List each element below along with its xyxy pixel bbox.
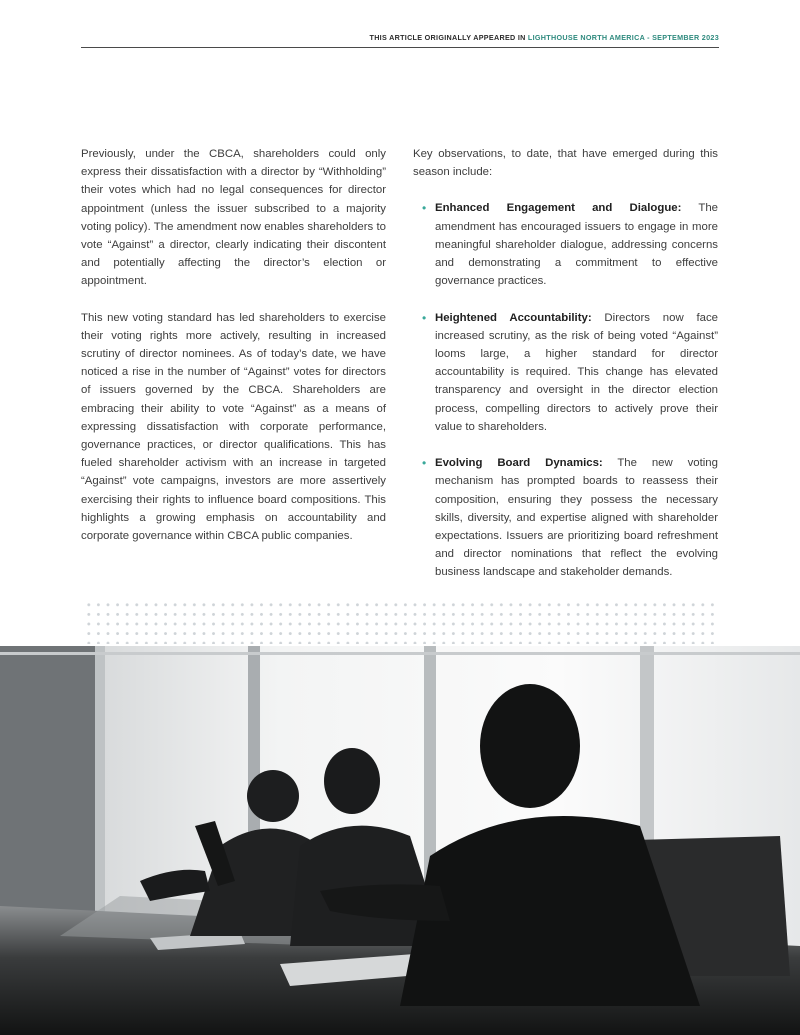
boardroom-silhouette-icon — [0, 646, 800, 1035]
observations-list — [413, 199, 718, 581]
list-item — [413, 199, 718, 290]
bullet-dot-icon: • — [422, 456, 427, 471]
observations-intro: Key observations, to date, that have emerged during this season include: — [413, 148, 718, 179]
header-prefix: THIS ARTICLE ORIGINALLY APPEARED IN — [369, 33, 528, 42]
bullet-dot-icon: • — [422, 201, 427, 216]
paragraph-withholding: Previously, under the CBCA, shareholders could only express their dissatisfaction with a director by “Withholding” their votes which had no legal consequences for director appointment (unless the issuer subscribed to a majority voting policy). The amendment now enables shareholders to vote “Against” a director, clearly indicating their discontent and potentially affecting the director’s election or appointment. — [81, 148, 386, 288]
list-item — [413, 309, 718, 436]
paragraph-voting-standard: This new voting standard has led shareholders to exercise their voting rights more actively, resulting in increased scrutiny of director nominees. As of today’s date, we have noticed a rise in the number of “Against” votes for directors of issuers governed by the CBCA. Shareholders are embracing their ability to vote “Against” as a means of expressing dissatisfaction with corporate performance, governance practices, or director qualifications. This has fueled shareholder activism with an increase in targeted “Against” vote campaigns, investors are more assertively exercising their rights to influence board compositions. This highlights a growing emphasis on accountability and corporate governance within CBCA public companies. — [81, 311, 386, 543]
bullet-title: Evolving Board Dynamics: — [435, 457, 603, 470]
left-column — [81, 145, 386, 563]
header-publication: LIGHTHOUSE NORTH AMERICA - SEPTEMBER 2023 — [527, 33, 719, 42]
bullet-text: Directors now face increased scrutiny, as the risk of being voted “Against” looms large, a higher standard for director accountability is required. This change has elevated transparency and oversight in the director election process, compelling directors to actively prove their value to shareholders. — [435, 311, 718, 433]
bullet-text: The amendment has encouraged issuers to engage in more meaningful shareholder dialogue, addressing concerns and demonstrating a commitment to effective governance practices. — [435, 202, 718, 288]
bullet-text: The new voting mechanism has prompted boards to reassess their composition, ensuring they possess the necessary skills, diversity, and expertise aligned with shareholder expectations. Issuers are prioritizing board refreshment and director nominations that reflect the evolving business landscape and stakeholder demands. — [435, 457, 718, 579]
boardroom-photo — [0, 646, 800, 1035]
list-item — [413, 454, 718, 581]
bullet-title: Heightened Accountability: — [435, 311, 592, 324]
right-column — [413, 145, 718, 600]
bullet-dot-icon: • — [422, 310, 427, 325]
page-header — [81, 28, 719, 48]
decorative-dot-grid — [84, 600, 720, 644]
bullet-title: Enhanced Engagement and Dialogue: — [435, 202, 682, 215]
